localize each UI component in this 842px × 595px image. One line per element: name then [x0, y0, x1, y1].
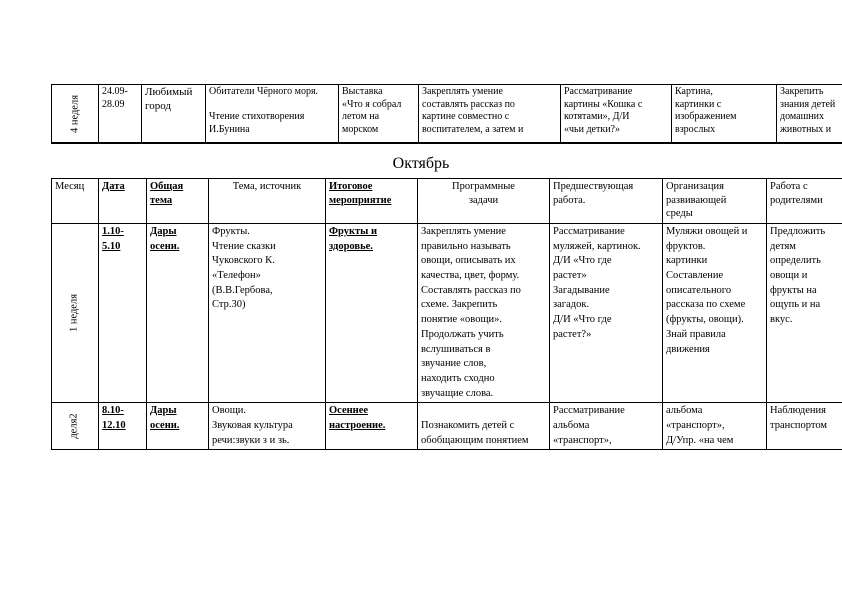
header-topic: Тема, источник	[209, 179, 326, 224]
header-theme: Общая тема	[147, 179, 209, 224]
parents-cell: Закрепить знания детей домашних животных и	[777, 85, 842, 144]
header-parents: Работа с родителями	[767, 179, 842, 224]
header-row	[52, 179, 842, 224]
header-prior-work: Предшествующая работа.	[550, 179, 663, 224]
environment-cell: Муляжи овощей и фруктов. картинки Составление описательного рассказа по схеме (фрукты, овощи). Знай правила движения	[663, 224, 767, 403]
environment-cell: альбома «транспорт», Д/Упр. «на чем	[663, 403, 767, 450]
environment-cell: Картина, картинки с изображением взрослых	[672, 85, 777, 144]
table-row	[52, 85, 842, 144]
header-date: Дата	[99, 179, 147, 224]
week-label: 1 неделя	[68, 294, 80, 333]
previous-page-table-row	[51, 84, 842, 144]
theme-cell: Любимый город	[142, 85, 206, 144]
prior-work-cell: Рассматривание альбома «транспорт»,	[550, 403, 663, 450]
goals-cell: Закреплять умение составлять рассказ по картине совместно с воспитателем, а затем и	[419, 85, 561, 144]
date-cell: 1.10- 5.10	[99, 224, 147, 403]
date-cell: 8.10- 12.10	[99, 403, 147, 450]
goals-cell: Познакомить детей с обобщающим понятием	[418, 403, 550, 450]
plan-table	[51, 178, 842, 450]
header-goals: Программные задачи	[418, 179, 550, 224]
week-cell	[52, 224, 99, 403]
month-title: Октябрь	[392, 155, 450, 172]
header-month: Месяц	[52, 179, 99, 224]
parents-cell: Наблюдения транспортом	[767, 403, 842, 450]
topic-cell: Обитатели Чёрного моря. Чтение стихотворения И.Бунина	[206, 85, 339, 144]
event-cell: Осеннее настроение.	[326, 403, 418, 450]
date-cell: 24.09- 28.09	[99, 85, 142, 144]
week-cell	[52, 85, 99, 144]
prior-work-cell: Рассматривание картины «Кошка с котятами», Д/И «чьи детки?»	[561, 85, 672, 144]
table-row	[52, 224, 842, 403]
week-cell	[52, 403, 99, 450]
parents-cell: Предложить детям определить овощи и фрукты на ощупь и на вкус.	[767, 224, 842, 403]
prior-work-cell: Рассматривание муляжей, картинок. Д/И «Что где растет» Загадывание загадок. Д/И «Что где растет?»	[550, 224, 663, 403]
week-label: 4 неделя	[69, 94, 81, 133]
theme-cell: Дары осени.	[147, 403, 209, 450]
header-event: Итоговое мероприятие	[326, 179, 418, 224]
event-cell: Выставка «Что я собрал летом на морском	[339, 85, 419, 144]
table-row	[52, 403, 842, 450]
event-cell: Фрукты и здоровье.	[326, 224, 418, 403]
theme-cell: Дары осени.	[147, 224, 209, 403]
goals-cell: Закреплять умение правильно называть овощи, описывать их качества, цвет, форму. Составлять рассказ по схеме. Закрепить понятие «овощи». Продолжать учить вслушиваться в звучание слов, находить сходно звучащие слова.	[418, 224, 550, 403]
week-label: деля2	[68, 413, 80, 439]
topic-cell: Фрукты. Чтение сказки Чуковского К. «Телефон» (В.В.Гербова, Стр.30)	[209, 224, 326, 403]
topic-cell: Овощи. Звуковая культура речи:звуки з и зь.	[209, 403, 326, 450]
header-environment: Организация развивающей среды	[663, 179, 767, 224]
